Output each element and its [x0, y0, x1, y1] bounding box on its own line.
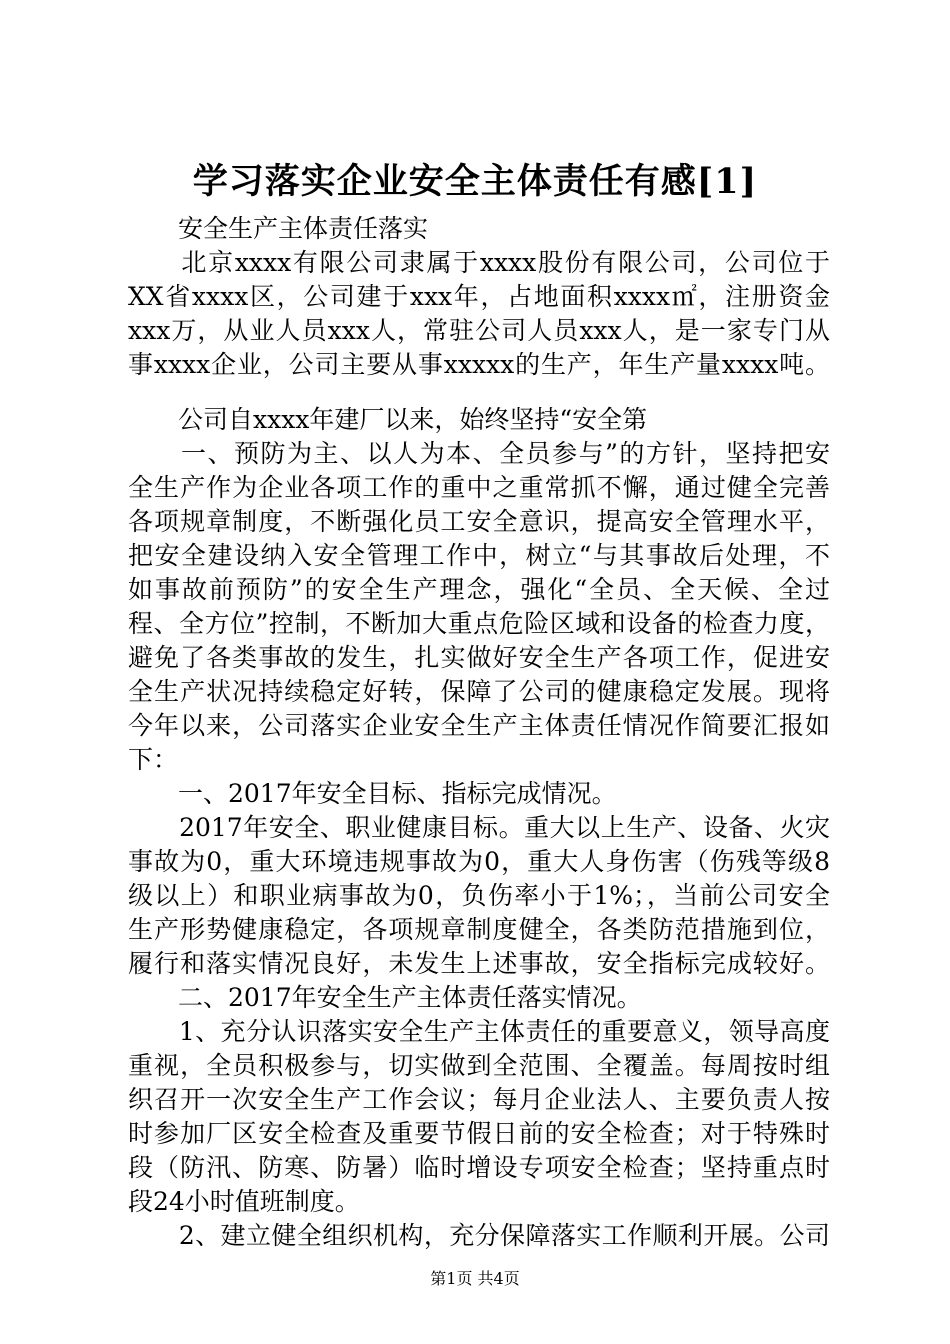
page-number: 第1页 共4页: [430, 1269, 520, 1288]
section-heading: 一、2017年安全目标、指标完成情况。: [128, 779, 617, 808]
paragraph-line: 段24小时值班制度。: [128, 1187, 360, 1216]
paragraph-line: 段（防汛、防寒、防暑）临时增设专项安全检查；坚持重点时: [128, 1153, 830, 1182]
paragraph-line: 织召开一次安全生产工作会议；每月企业法人、主要负责人按: [128, 1085, 830, 1114]
paragraph-line: XX省xxxx区，公司建于xxx年，占地面积xxxx㎡，注册资金: [128, 282, 830, 311]
paragraph-line: 今年以来，公司落实企业安全生产主体责任情况作简要汇报如: [128, 711, 830, 740]
paragraph-line: 全生产作为企业各项工作的重中之重常抓不懈，通过健全完善: [128, 473, 830, 502]
document-title: 学习落实企业安全主体责任有感[1]: [192, 161, 758, 202]
paragraph-line: 生产形势健康稳定，各项规章制度健全，各类防范措施到位，: [128, 915, 830, 944]
paragraph-line: 时参加厂区安全检查及重要节假日前的安全检查；对于特殊时: [128, 1119, 830, 1148]
paragraph-line: 级以上）和职业病事故为0，负伤率小于1%；，当前公司安全: [128, 881, 830, 910]
paragraph-line: 事xxxx企业，公司主要从事xxxxx的生产，年生产量xxxx吨。: [128, 350, 830, 379]
paragraph-line: 1、充分认识落实安全生产主体责任的重要意义，领导高度: [128, 1017, 830, 1046]
paragraph-line: 下：: [128, 745, 179, 774]
paragraph-line: 履行和落实情况良好，未发生上述事故，安全指标完成较好。: [128, 949, 830, 978]
paragraph-line: 事故为0，重大环境违规事故为0，重大人身伤害（伤残等级8: [128, 847, 830, 876]
section-heading: 二、2017年安全生产主体责任落实情况。: [128, 983, 642, 1012]
paragraph-line: 2017年安全、职业健康目标。重大以上生产、设备、火灾: [128, 813, 830, 842]
paragraph-line: 北京xxxx有限公司隶属于xxxx股份有限公司，公司位于: [128, 248, 830, 277]
paragraph-line: 安全生产主体责任落实: [128, 214, 429, 243]
paragraph-line: 全生产状况持续稳定好转，保障了公司的健康稳定发展。现将: [128, 677, 830, 706]
paragraph-line: 公司自xxxx年建厂以来，始终坚持“安全第: [128, 405, 648, 434]
paragraph-line: 避免了各类事故的发生，扎实做好安全生产各项工作，促进安: [128, 643, 830, 672]
paragraph-line: 重视，全员积极参与，切实做到全范围、全覆盖。每周按时组: [128, 1051, 830, 1080]
paragraph-line: 各项规章制度，不断强化员工安全意识，提高安全管理水平，: [128, 507, 830, 536]
paragraph-line: 如事故前预防”的安全生产理念，强化“全员、全天候、全过: [128, 575, 830, 604]
paragraph-line: xxx万，从业人员xxx人，常驻公司人员xxx人，是一家专门从: [128, 316, 830, 345]
paragraph-line: 一、预防为主、以人为本、全员参与”的方针，坚持把安: [128, 439, 830, 468]
paragraph-line: 把安全建设纳入安全管理工作中，树立“与其事故后处理，不: [128, 541, 830, 570]
paragraph-line: 程、全方位”控制，不断加大重点危险区域和设备的检查力度，: [128, 609, 830, 638]
paragraph-line: 2、建立健全组织机构，充分保障落实工作顺利开展。公司: [128, 1221, 830, 1250]
